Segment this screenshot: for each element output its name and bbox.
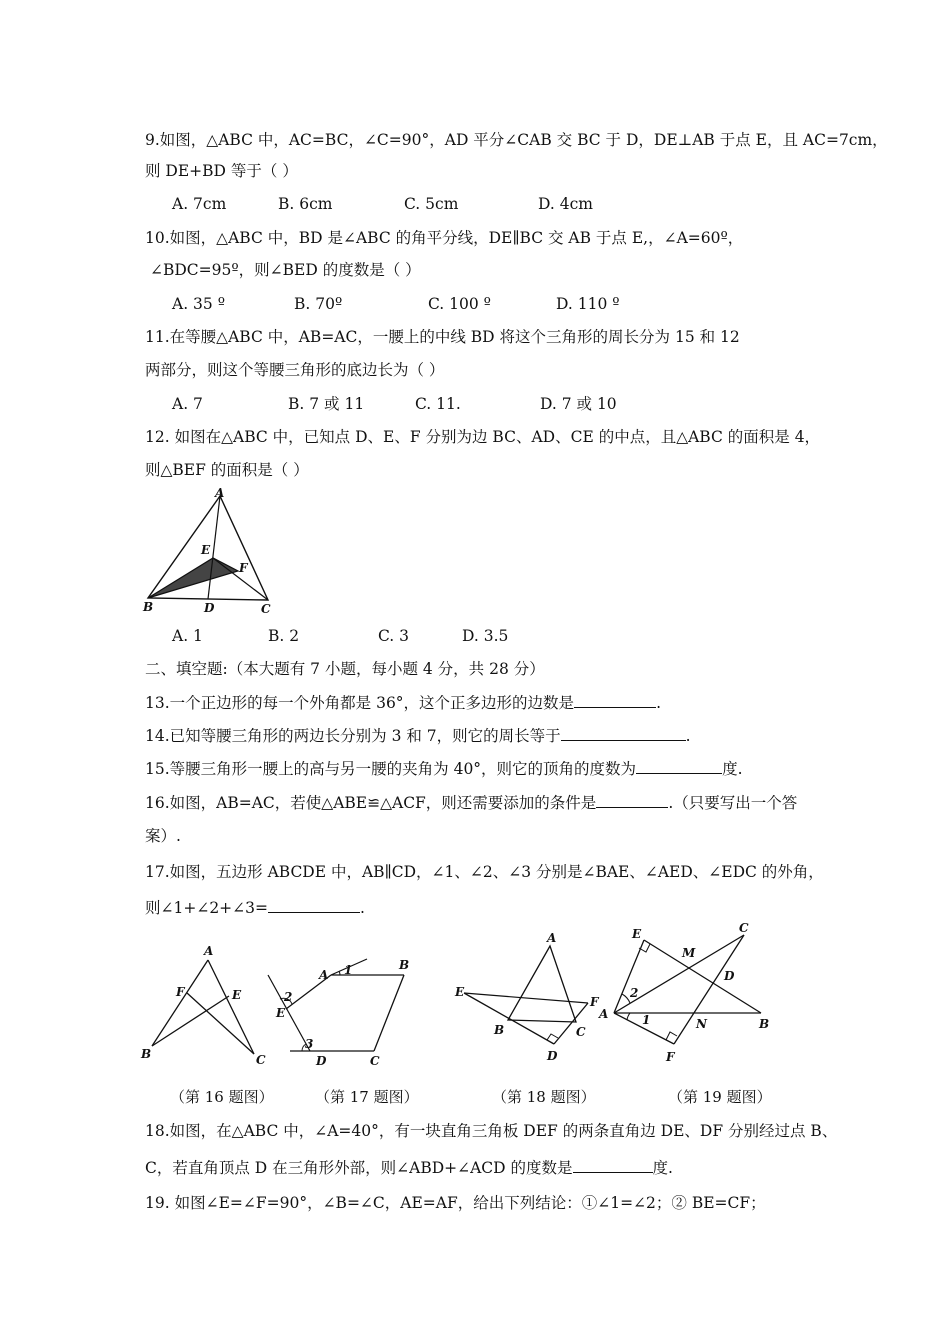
- fig18-label-f: F: [590, 995, 599, 1009]
- fig18-segment-ef: [464, 993, 588, 1003]
- fig16-side-ab: [152, 960, 208, 1046]
- fig19-right-angle-f: [666, 1032, 677, 1040]
- fig18-side-ed: [464, 993, 554, 1044]
- fig19-angle-arc-1: [627, 1013, 630, 1020]
- fig17: [262, 955, 422, 1070]
- q12-label-b: B: [143, 600, 154, 614]
- q12-label-c: C: [261, 602, 271, 616]
- fig16-label-a: A: [204, 944, 214, 958]
- caption-fig19: （第 19 题图）: [668, 1088, 772, 1106]
- q9-line1: 9.如图，△ABC 中，AC=BC，∠C=90°，AD 平分∠CAB 交 BC 于 D，DE⊥AB 于点 E，且 AC=7cm，: [145, 131, 888, 149]
- q16-line1: [145, 792, 797, 813]
- q9-option-c: C. 5cm: [404, 195, 459, 213]
- q13-text: 13.一个正边形的每一个外角都是 36°，这个正多边形的边数是: [145, 694, 575, 712]
- q10-option-d: D. 110 º: [556, 295, 620, 313]
- q12-line2: 则△BEF 的面积是（ ）: [145, 461, 309, 479]
- q18-answer-blank[interactable]: [573, 1157, 653, 1173]
- q11-option-b: B. 7 或 11: [288, 395, 365, 413]
- q12-label-f: F: [239, 561, 248, 575]
- section2-title: 二、填空题:（本大题有 7 小题，每小题 4 分，共 28 分）: [145, 660, 545, 678]
- q10-option-b: B. 70º: [294, 295, 343, 313]
- fig19-label-n: N: [696, 1017, 707, 1031]
- q9-line2: 则 DE+BD 等于（ ）: [145, 162, 298, 180]
- q12-option-b: B. 2: [268, 627, 300, 645]
- fig19-label-m: M: [682, 946, 696, 960]
- q13-after: .: [656, 694, 661, 712]
- fig17-label-3: 3: [305, 1037, 314, 1051]
- q17-answer-blank[interactable]: [268, 897, 360, 913]
- fig19-label-d: D: [724, 969, 735, 983]
- q16-answer-blank[interactable]: [596, 792, 668, 808]
- q11-option-a: A. 7: [172, 395, 203, 413]
- q13-answer-blank[interactable]: [574, 692, 656, 708]
- fig17-label-d: D: [316, 1054, 327, 1068]
- fig16-label-b: B: [141, 1047, 152, 1061]
- q16-after: .（只要写出一个答: [668, 794, 798, 812]
- q10-option-c: C. 100 º: [428, 295, 491, 313]
- fig16-label-c: C: [256, 1053, 266, 1067]
- fig19-label-c: C: [739, 921, 749, 935]
- q16-line2: 案）.: [145, 827, 181, 845]
- q12-option-d: D. 3.5: [462, 627, 509, 645]
- fig19-side-ae: [614, 940, 644, 1013]
- q17-line2: [145, 897, 365, 918]
- fig19: [596, 920, 786, 1070]
- q9-option-d: D. 4cm: [538, 195, 593, 213]
- q18-after: 度.: [652, 1159, 673, 1177]
- fig17-label-a: A: [319, 968, 329, 982]
- q12-figure: [140, 488, 290, 618]
- fig19-angle-arc-2: [622, 994, 630, 1003]
- caption-fig18: （第 18 题图）: [492, 1088, 596, 1106]
- q11-option-c: C. 11.: [415, 395, 461, 413]
- fig16-label-e: E: [232, 988, 242, 1002]
- fig18-label-e: E: [455, 985, 465, 999]
- fig18: [452, 930, 612, 1070]
- q10-option-a: A. 35 º: [172, 295, 225, 313]
- q13-line: [145, 692, 661, 713]
- caption-fig16: （第 16 题图）: [170, 1088, 274, 1106]
- q14-after: .: [685, 727, 691, 745]
- fig16-label-f: F: [176, 985, 185, 999]
- q18-line1: 18.如图，在△ABC 中，∠A=40°，有一块直角三角板 DEF 的两条直角边 DE、DF 分别经过点 B、: [145, 1122, 838, 1140]
- fig18-label-d: D: [547, 1049, 558, 1063]
- q12-label-e: E: [201, 543, 211, 557]
- fig18-triangle-abc: [508, 946, 576, 1022]
- q12-label-a: A: [215, 486, 225, 500]
- q11-line1: 11.在等腰△ABC 中，AB=AC，一腰上的中线 BD 将这个三角形的周长分为 15 和 12: [145, 328, 740, 346]
- q9-option-b: B. 6cm: [278, 195, 333, 213]
- q12-line1: 12. 如图在△ABC 中，已知点 D、E、F 分别为边 BC、AD、CE 的中点，且△ABC 的面积是 4，: [145, 428, 821, 446]
- fig19-label-1: 1: [642, 1013, 651, 1027]
- fig16: [140, 942, 270, 1067]
- fig17-label-1: 1: [344, 963, 353, 977]
- q14-line: [145, 725, 691, 746]
- q12-option-c: C. 3: [378, 627, 410, 645]
- fig17-side-de-ext-2: [268, 975, 310, 1051]
- fig17-label-e: E: [276, 1006, 286, 1020]
- fig19-label-e: E: [632, 927, 642, 941]
- fig19-label-f: F: [666, 1050, 675, 1064]
- q11-option-d: D. 7 或 10: [540, 395, 617, 413]
- fig19-label-2: 2: [630, 986, 639, 1000]
- q18-text: C，若直角顶点 D 在三角形外部，则∠ABD+∠ACD 的度数是: [145, 1159, 573, 1177]
- q9-option-a: A. 7cm: [172, 195, 227, 213]
- fig17-side-bc: [374, 975, 404, 1051]
- fig17-label-2: 2: [284, 990, 293, 1004]
- fig17-label-b: B: [399, 958, 410, 972]
- q15-answer-blank[interactable]: [636, 758, 722, 774]
- q14-answer-blank[interactable]: [561, 725, 686, 741]
- fig18-right-angle-mark: [547, 1034, 558, 1040]
- q11-line2: 两部分，则这个等腰三角形的底边长为（ ）: [145, 361, 445, 379]
- fig19-segment-eb: [644, 940, 761, 1013]
- q18-line2: [145, 1157, 673, 1178]
- q19-line1: 19. 如图∠E=∠F=90°，∠B=∠C，AE=AF，给出下列结论：①∠1=∠2；② BE=CF；: [145, 1194, 766, 1212]
- fig18-label-a: A: [547, 931, 557, 945]
- q15-text: 15.等腰三角形一腰上的高与另一腰的夹角为 40°，则它的顶角的度数为: [145, 760, 637, 778]
- q12-label-d: D: [204, 601, 215, 615]
- fig17-label-c: C: [370, 1054, 380, 1068]
- q17-after: .: [360, 899, 365, 917]
- q14-text: 14.已知等腰三角形的两边长分别为 3 和 7，则它的周长等于: [145, 727, 561, 745]
- q10-line1: 10.如图，△ABC 中，BD 是∠ABC 的角平分线，DE∥BC 交 AB 于点 E,，∠A=60º，: [145, 229, 744, 247]
- fig18-label-c: C: [576, 1025, 586, 1039]
- q15-line: [145, 758, 743, 779]
- fig18-label-b: B: [494, 1023, 505, 1037]
- caption-fig17: （第 17 题图）: [315, 1088, 419, 1106]
- q16-text: 16.如图，AB=AC，若使△ABE≌△ACF，则还需要添加的条件是: [145, 794, 597, 812]
- q15-after: 度.: [722, 760, 743, 778]
- q10-line2: ∠BDC=95º，则∠BED 的度数是（ ）: [150, 261, 421, 279]
- q17-text: 则∠1+∠2+∠3=: [145, 899, 269, 917]
- fig19-label-a: A: [599, 1007, 609, 1021]
- q17-line1: 17.如图，五边形 ABCDE 中，AB∥CD，∠1、∠2、∠3 分别是∠BAE、∠AED、∠EDC 的外角，: [145, 863, 824, 881]
- fig19-label-b: B: [759, 1017, 770, 1031]
- fig16-side-ac: [208, 960, 254, 1054]
- q12-option-a: A. 1: [172, 627, 203, 645]
